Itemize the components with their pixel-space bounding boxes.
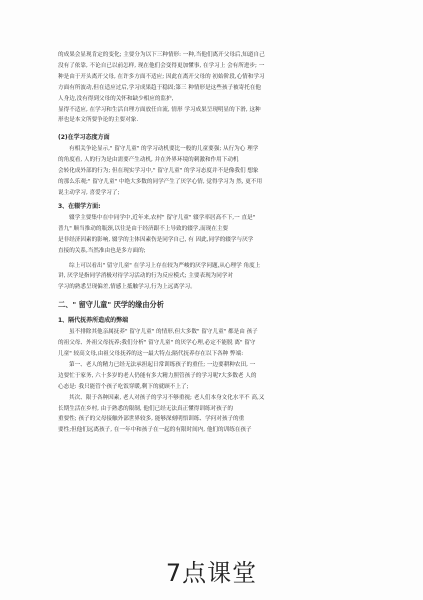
footer-title: 7点课堂 <box>165 559 258 587</box>
text-line: 的祖父母、外祖父母抚养;我们分析" 留守儿童" 的厌学心理,必定不能脱 离" 留守 <box>58 340 256 347</box>
paragraph-outcomes <box>58 50 370 126</box>
text-line: 直接的关系,当然准由也是多方面的; <box>58 247 146 254</box>
text-line: 辍学主要集中在中同学中,近年来,农村" 留守儿童" 辍学率居高不下,一 直是" <box>69 214 256 221</box>
text-line: 学习的熟悉呈现偏差,情感上抵触学习,行为上远离学习。 <box>58 284 196 291</box>
text-line: 普九" 顺当推动的瓶颈,以往是由于经济跟不上导致的辍学,而现在主要 <box>58 225 229 232</box>
text-line: 形也是本文所要争论的主要对象. <box>58 117 139 124</box>
section-heading-grandparents: 1、隔代抚养所造成的弊端 <box>58 317 129 325</box>
paragraph-first-point <box>58 360 370 393</box>
text-line: 其次、限于各种因素, 老人对孩子的学习不够重视; 老人们本身文化水平不 高,又 <box>69 394 265 401</box>
text-line: 的成果会显现肯定的变化; 主要分为以下三种情形: 一种,当他们离开父母后,知道自己 <box>58 52 265 58</box>
section-heading-dropout: 3、在辍学方面: <box>58 202 101 210</box>
text-line: 综上可以看出" 留守儿童" 在学习上存在较为严峻的厌学问题,从心理学 角度上 <box>69 262 261 269</box>
paragraph-summary <box>58 261 370 294</box>
text-line: 心态是: 我只能管个孩子吃饭穿暖,剩下的就顾不上了; <box>58 383 189 390</box>
text-line: 长期生活在乡村, 由于熟悉的限制, 他们已经无法真正懂得训练对孩子的 <box>58 405 233 412</box>
text-line: 是非经济因素的影响, 辍学的主体因素伤是同学自己, 有 因此,同学的辍学与厌学 <box>58 236 254 243</box>
text-line: 显得不适应, 在学习和生活自理方面放任自流, 情形 学习成果呈现明显的下滑, 这种 <box>58 106 261 113</box>
text-line: 儿童" 较高文母,由祖父母抚养的这一最大特点;隔代抚养存在以下各种 弊端: <box>58 351 244 358</box>
chapter-heading-causes: 二、" 留守儿童" 厌学的缘由分析 <box>58 300 164 310</box>
text-line: 要性;但他们远离孩子, 在一年中和孩子在一起的有限时间内, 他们的训练在孩子 <box>58 427 252 434</box>
text-line: 有相关争论显示," 留守儿童" 的学习动机要比一般的儿童要强; 从行为心 理学 <box>69 146 259 153</box>
paragraph-attitude <box>58 144 370 199</box>
text-line: 虽不排除其他亲属抚养" 留守儿童" 的情形,但大多数" 留守儿童" 都是由 孩子 <box>69 329 258 336</box>
text-line: 种是由于开头离开父母, 在许多方面不适应; 因此在离开父母的 初始阶段,心情和学习 <box>58 73 265 80</box>
document-body <box>58 50 370 436</box>
text-line: 重要性; 孩子的父母接触外部世界较多, 能够深刻明悟训练、学问对孩子的重 <box>58 416 245 423</box>
text-line: 说主动学习, 喜爱学习了; <box>58 189 120 196</box>
text-line: 讲, 厌学是指同学消极对待学习活动的行为反应模式; 主要表现为同学对 <box>58 273 234 280</box>
paragraph-grandparents <box>58 327 370 360</box>
text-line: 会转化成外部的行为; 但在现实学习中," 留守儿童" 的学习态度并不是像我们 想象 <box>58 168 259 175</box>
paragraph-dropout <box>58 213 370 257</box>
text-line: 的角度看, 人的行为是由需要产生动机, 并在外界环境的刺激和作用下动机 <box>58 157 239 164</box>
text-line: 边要忙于家务, 六十多岁的老人仍能有多大精力照管孩子的学习呢?大多数老 人的 <box>58 372 257 379</box>
text-line: 第一、老人的精力已经无法承担起日常训练孩子的重任; 一边要耕种农田, 一 <box>69 361 256 368</box>
paragraph-second-point <box>58 393 370 437</box>
text-line: 没有了依靠, 不论自已以前怎样, 现在他们会变得更加懂事, 在学习上 会有所进步; 一 <box>58 62 265 69</box>
text-line: 的那么乐观;" 留守儿童" 中绝大多数的同学产生了厌学心情, 觉得学习为 然, 更不用 <box>58 179 263 186</box>
section-heading-attitude: (2)在学习态度方面 <box>58 134 110 142</box>
text-line: 方面有所波动,但在适应过后,学习成果趋于稳固;第三 种情形是这些孩子被寄托在他 <box>58 84 262 91</box>
text-line: 人身边,没有得到父母的关怀和缺少相应的监护, <box>58 95 174 102</box>
